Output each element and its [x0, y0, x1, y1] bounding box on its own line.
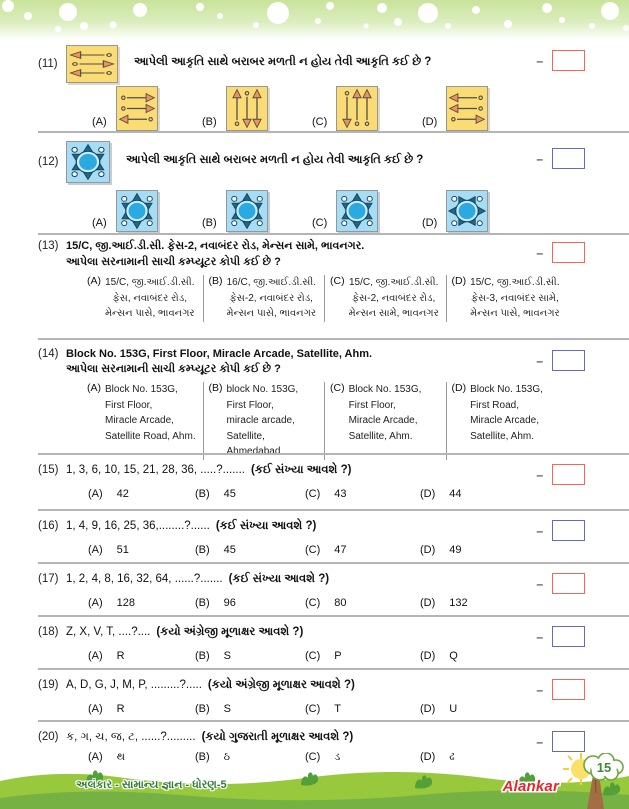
- option-value: 45: [223, 488, 236, 500]
- option-a[interactable]: [82, 382, 203, 460]
- answer-box[interactable]: [552, 573, 585, 594]
- answer-box[interactable]: [552, 679, 585, 700]
- option-label: (A): [88, 650, 103, 662]
- option-figure-arrows: [116, 86, 158, 131]
- option-d[interactable]: [446, 275, 568, 322]
- questions-area: [0, 40, 629, 766]
- option-d[interactable]: [446, 382, 568, 460]
- option-label: (A): [88, 488, 103, 500]
- question-sequence: 1, 3, 6, 10, 15, 21, 28, 36, .....?.......: [66, 464, 246, 476]
- option-a[interactable]: [88, 751, 195, 764]
- option-value: 42: [116, 488, 129, 500]
- option-b[interactable]: [195, 650, 305, 662]
- question-number: (14): [38, 348, 59, 360]
- option-label: (D): [451, 275, 467, 287]
- question-number: (11): [38, 58, 58, 70]
- option-value: 44: [449, 488, 462, 500]
- question-14: [38, 338, 629, 457]
- option-figure-star: [336, 190, 378, 232]
- option-c[interactable]: [305, 703, 420, 715]
- option-label: (B): [202, 116, 217, 128]
- tree-page-number-graphic: [563, 753, 627, 809]
- option-label: (B): [208, 275, 223, 287]
- option-value: 96: [223, 597, 236, 609]
- question-13: [38, 233, 629, 338]
- question-number: (16): [38, 520, 59, 532]
- option-label: (A): [87, 275, 101, 287]
- option-d[interactable]: [420, 544, 462, 556]
- question-15: [38, 453, 629, 509]
- option-label: (A): [92, 116, 107, 128]
- option-value: 43: [334, 488, 347, 500]
- option-label: (D): [420, 650, 436, 662]
- option-value: ઠ: [223, 751, 231, 763]
- option-value: 132: [449, 597, 468, 609]
- option-label: (C): [330, 275, 345, 287]
- option-d[interactable]: [420, 597, 468, 609]
- option-figure-arrows: [336, 86, 378, 131]
- answer-box[interactable]: [552, 626, 585, 647]
- question-figure-arrows: [66, 45, 118, 83]
- option-figure-star: [226, 190, 268, 232]
- answer-box[interactable]: [552, 520, 585, 541]
- answer-box[interactable]: [552, 242, 585, 263]
- option-value: 45: [223, 544, 236, 556]
- question-sequence: 1, 4, 9, 16, 25, 36,........?......: [66, 520, 210, 532]
- option-label: (A): [87, 382, 101, 394]
- question-number: (20): [38, 731, 59, 743]
- question-sequence: ક, ગ, ચ, જ, ટ, ......?.........: [66, 731, 196, 743]
- option-label: (A): [88, 703, 103, 715]
- question-sequence: 1, 2, 4, 8, 16, 32, 64, ......?.......: [66, 573, 223, 585]
- option-label: (C): [305, 488, 321, 500]
- option-a[interactable]: [88, 650, 195, 662]
- question-number: (19): [38, 679, 59, 691]
- answer-dash: –: [536, 734, 543, 749]
- option-address: Block No. 153G, First Floor, Miracle Arcade, Satellite Road, Ahm.: [105, 384, 196, 442]
- option-value: U: [449, 703, 458, 715]
- question-text: આપેલી આકૃતિ સાથે બરાબર મળતી ન હોય તેવી આકૃતિ કઈ છે ?: [134, 55, 432, 68]
- answer-box[interactable]: [552, 350, 585, 371]
- option-b[interactable]: [195, 703, 305, 715]
- option-b[interactable]: [195, 597, 305, 609]
- answer-box[interactable]: [552, 50, 585, 71]
- option-d[interactable]: [420, 650, 458, 662]
- question-hint: (કયો ગુજરાતી મૂળાક્ષર આવશે ?): [201, 731, 354, 743]
- question-sequence: A, D, G, J, M, P, .........?.....: [66, 679, 202, 691]
- option-d[interactable]: [422, 190, 488, 232]
- option-figure-arrows: [446, 86, 488, 131]
- answer-dash: –: [536, 353, 543, 368]
- option-c[interactable]: [305, 544, 420, 556]
- option-value: T: [334, 703, 342, 715]
- answer-box[interactable]: [552, 731, 585, 752]
- option-label: (B): [195, 544, 210, 556]
- option-label: (B): [202, 217, 217, 229]
- option-label: (C): [305, 544, 321, 556]
- option-label: (D): [451, 382, 467, 394]
- option-label: (B): [195, 488, 210, 500]
- option-value: ડ: [334, 751, 341, 763]
- option-b[interactable]: [202, 86, 312, 131]
- option-b[interactable]: [195, 544, 305, 556]
- question-text: આપેલા સરનામાની સાચી કમ્પ્યૂટર કોપી કઈ છે ?: [66, 363, 281, 375]
- page-number: 15: [596, 760, 612, 775]
- option-a[interactable]: [82, 275, 203, 322]
- option-label: (D): [422, 217, 438, 229]
- option-d[interactable]: [420, 488, 462, 500]
- answer-box[interactable]: [552, 464, 585, 485]
- option-label: (D): [420, 488, 436, 500]
- question-16: [38, 509, 629, 562]
- option-b[interactable]: [195, 751, 305, 764]
- option-value: 51: [116, 544, 129, 556]
- answer-box[interactable]: [552, 148, 585, 169]
- option-a[interactable]: [88, 703, 195, 715]
- question-18: [38, 615, 629, 668]
- option-address: Block No. 153G, First Road, Miracle Arcade, Satellite, Ahm.: [470, 384, 543, 442]
- footer-book-title: અલંકાર - સામાન્ય જ્ઞાન - ધોરણ-5: [76, 779, 227, 791]
- option-value: S: [223, 703, 232, 715]
- option-figure-star: [116, 190, 158, 232]
- option-label: (B): [195, 650, 210, 662]
- option-value: S: [223, 650, 232, 662]
- option-address: Block No. 153G, First Floor, Miracle Arcade, Satellite, Ahm.: [348, 384, 422, 442]
- option-address: 15/C, જી.આઈ.ડી.સી. ફેસ-3, નવાબંદર સામે, મેન્સન પાસે, ભાવનગર: [470, 277, 560, 319]
- question-19: [38, 668, 629, 720]
- option-figure-arrows: [226, 86, 268, 131]
- option-label: (C): [330, 382, 345, 394]
- answer-dash: –: [536, 467, 543, 482]
- option-c[interactable]: [324, 382, 446, 460]
- answer-dash: –: [536, 682, 543, 697]
- question-number: (15): [38, 464, 59, 476]
- option-label: (B): [195, 703, 210, 715]
- option-c[interactable]: [312, 190, 422, 232]
- question-number: (13): [38, 240, 59, 252]
- question-text: આપેલી આકૃતિ સાથે બરાબર મળતી ન હોય તેવી આકૃતિ કઈ છે ?: [126, 153, 424, 166]
- question-number: (12): [38, 156, 59, 168]
- option-b[interactable]: [203, 382, 325, 460]
- question-11: [38, 40, 629, 131]
- option-label: (C): [305, 751, 321, 763]
- answer-dash: –: [536, 629, 543, 644]
- option-value: 128: [116, 597, 136, 609]
- option-b[interactable]: [202, 190, 312, 232]
- option-value: થ: [116, 751, 126, 763]
- option-label: (D): [422, 116, 438, 128]
- question-sequence: Z, X, V, T, ....?....: [66, 626, 151, 638]
- tree-foliage-cloud: [584, 753, 623, 780]
- option-c[interactable]: [305, 597, 420, 609]
- option-label: (D): [420, 751, 436, 763]
- answer-dash: –: [536, 576, 543, 591]
- option-value: R: [116, 650, 125, 662]
- brand-logo: Alankar: [502, 778, 559, 795]
- option-d[interactable]: [420, 703, 457, 715]
- option-label: (A): [92, 217, 107, 229]
- answer-dash: –: [536, 53, 543, 68]
- option-label: (D): [420, 703, 436, 715]
- option-value: 49: [449, 544, 462, 556]
- option-value: R: [116, 703, 125, 715]
- option-a[interactable]: [88, 597, 195, 609]
- option-label: (B): [195, 751, 210, 763]
- question-address: 15/C, જી.આઈ.ડી.સી. ફેસ-2, નવાબંદર રોડ, મેન્સન સામે, ભાવનગર.: [66, 240, 365, 252]
- option-value: ઢ: [449, 751, 455, 763]
- option-b[interactable]: [203, 275, 325, 322]
- option-d[interactable]: [422, 86, 488, 131]
- answer-dash: –: [536, 151, 543, 166]
- option-label: (A): [88, 751, 103, 763]
- question-hint: (કયો અંગ્રેજી મૂળાક્ષર આવશે ?): [156, 626, 304, 638]
- option-label: (B): [195, 597, 210, 609]
- question-hint: (કઈ સંખ્યા આવશે ?): [228, 573, 330, 585]
- option-label: (C): [305, 597, 321, 609]
- option-c[interactable]: [324, 275, 446, 322]
- option-label: (D): [420, 597, 436, 609]
- option-c[interactable]: [305, 751, 420, 764]
- top-decoration-band: [0, 0, 629, 40]
- footer: [0, 760, 629, 809]
- question-number: (17): [38, 573, 59, 585]
- question-address: Block No. 153G, First Floor, Miracle Arcade, Satellite, Ahm.: [66, 348, 373, 360]
- option-value: Q: [449, 650, 458, 662]
- option-d[interactable]: [420, 751, 455, 764]
- option-label: (C): [312, 217, 328, 229]
- option-label: (C): [312, 116, 328, 128]
- option-value: P: [334, 650, 342, 662]
- option-a[interactable]: [92, 86, 202, 131]
- option-c[interactable]: [312, 86, 422, 131]
- option-label: (A): [88, 597, 103, 609]
- answer-dash: –: [536, 245, 543, 260]
- question-12: [38, 131, 629, 233]
- question-text: આપેલા સરનામાની સાચી કમ્પ્યૂટર કોપી કઈ છે ?: [66, 256, 281, 268]
- option-figure-star: [446, 190, 488, 232]
- option-a[interactable]: [88, 544, 195, 556]
- option-b[interactable]: [195, 488, 305, 500]
- option-label: (D): [420, 544, 436, 556]
- question-figure-star: [66, 141, 110, 183]
- option-address: 15/C, જી.આઈ.ડી.સી. ફેસ, નવાબંદર રોડ, મેન્સન પાસે, ભાવનગર: [105, 277, 195, 319]
- option-value: 47: [334, 544, 347, 556]
- question-hint: (કઈ સંખ્યા આવશે ?): [215, 520, 317, 532]
- option-a[interactable]: [92, 190, 202, 232]
- answer-dash: –: [536, 523, 543, 538]
- option-value: 80: [334, 597, 347, 609]
- option-label: (C): [305, 703, 321, 715]
- question-hint: (કઈ સંખ્યા આવશે ?): [251, 464, 352, 476]
- option-address: 16/C, જી.આઈ.ડી.સી. ફેસ-2, નવાબંદર રોડ, મેન્સન પાસે, ભાવનગર: [226, 277, 317, 319]
- option-address: block No. 153G, First Floor, miracle arcade, Satellite, Ahmedabad: [226, 384, 299, 457]
- option-c[interactable]: [305, 488, 420, 500]
- option-c[interactable]: [305, 650, 420, 662]
- question-20: [38, 720, 629, 766]
- question-hint: (કયો અંગ્રેજી મૂળાક્ષર આવશે ?): [207, 679, 355, 691]
- option-a[interactable]: [88, 488, 195, 500]
- question-17: [38, 562, 629, 615]
- option-label: (C): [305, 650, 321, 662]
- option-label: (B): [208, 382, 223, 394]
- option-address: 15/C, જી.આઈ.ડી.સી. ફેસ-2, નવાબંદર રોડ, મેન્સન સામે, ભાવનગર: [348, 277, 439, 319]
- option-label: (A): [88, 544, 103, 556]
- question-number: (18): [38, 626, 59, 638]
